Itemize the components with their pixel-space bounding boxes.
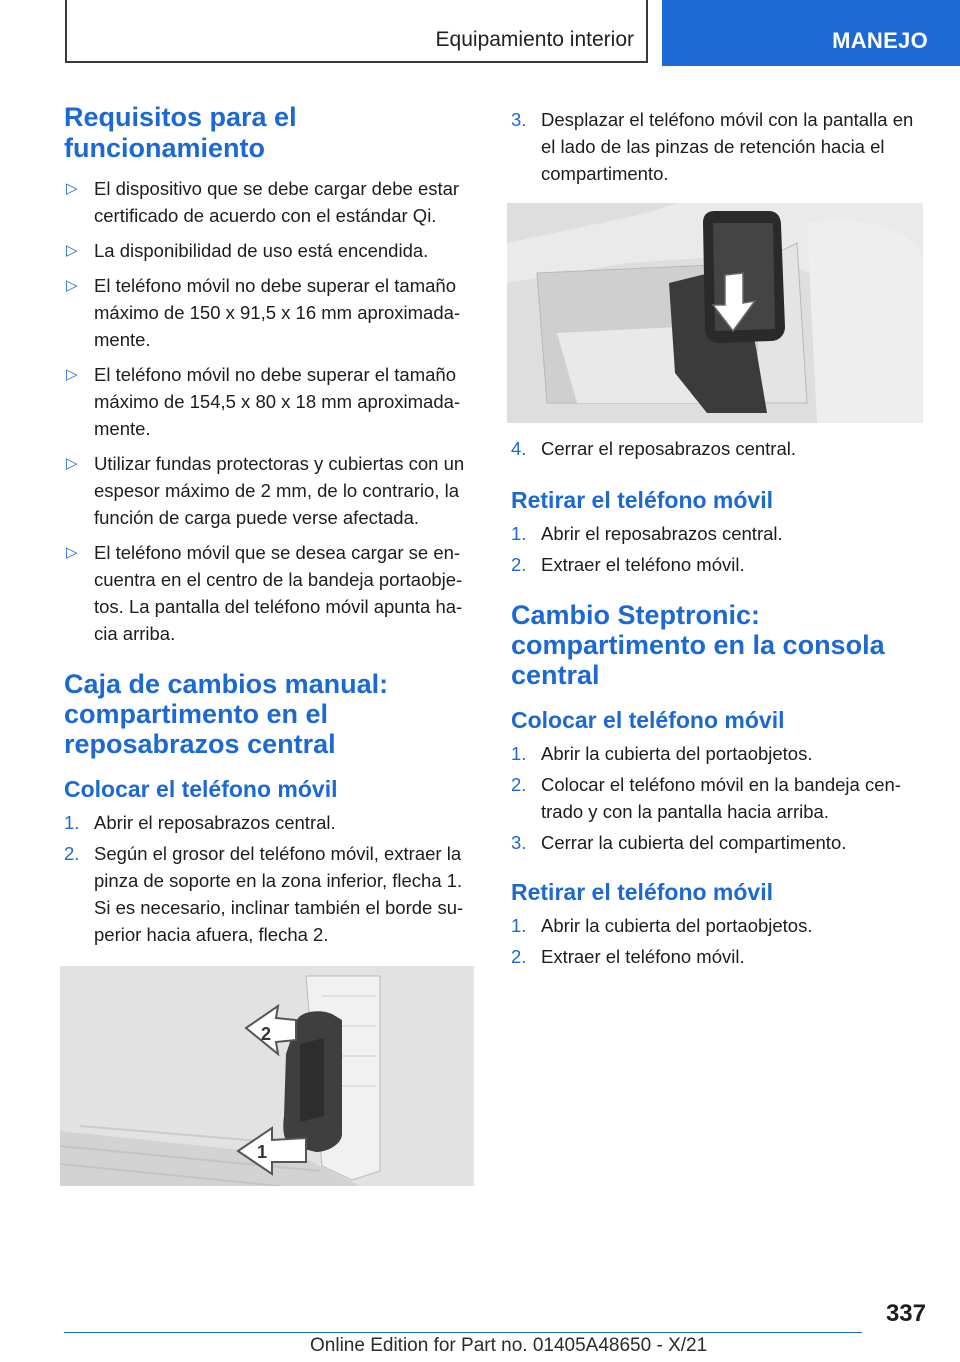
list-item: 1. Abrir la cubierta del portaobjetos.: [511, 912, 923, 939]
step-number: 3.: [511, 109, 527, 130]
place-phone-steps: [64, 809, 476, 948]
list-item: ▷ El teléfono móvil no debe superar el tamaño máximo de 150 x 91,5 x 16 mm aproximada-mente.: [64, 272, 476, 353]
requirements-heading: Requisitos para el funcionamiento: [64, 102, 297, 163]
step-number: 2.: [64, 843, 80, 864]
list-item: 3. Desplazar el teléfono móvil con la pantalla en el lado de las pinzas de retención hacia el compartimento.: [511, 106, 923, 187]
manual-gearbox-heading: Caja de cambios manual: compartimento en el reposabrazos central: [64, 669, 389, 759]
list-item: ▷ El dispositivo que se debe cargar debe estar certificado de acuerdo con el estándar Qi.: [64, 175, 476, 229]
edition-footer: Online Edition for Part no. 01405A48650 - X/21: [310, 1335, 708, 1356]
remove-phone-heading: Retirar el teléfono móvil: [511, 487, 774, 513]
list-item: 2. Colocar el teléfono móvil en la bandeja cen-trado y con la pantalla hacia arriba.: [511, 771, 923, 825]
remove-phone-steps: [511, 520, 923, 578]
place-phone-steps-2: [511, 740, 923, 856]
list-item: 2. Según el grosor del teléfono móvil, extraer la pinza de soporte en la zona inferior, flecha 1. Si es necesario, inclinar también el borde su-perior hacia afuera, flecha 2.: [64, 840, 476, 948]
page-number: 337: [885, 1300, 926, 1327]
place-phone-steps-continued: [511, 106, 923, 187]
arrow-1-label: 1: [257, 1142, 268, 1162]
place-phone-heading-2: Colocar el teléfono móvil: [511, 707, 785, 733]
right-column: [511, 106, 923, 970]
footer-divider: [64, 1332, 862, 1333]
list-item: 3. Cerrar la cubierta del compartimento.: [511, 829, 923, 856]
list-item: 1. Abrir la cubierta del portaobjetos.: [511, 740, 923, 767]
steptronic-heading: Cambio Steptronic: compartimento en la consola central: [511, 600, 885, 690]
arrow-2-label: 2: [261, 1024, 272, 1044]
list-item: 1. Abrir el reposabrazos central.: [64, 809, 476, 836]
step-number: 2.: [511, 554, 527, 575]
triangle-bullet-icon: ▷: [66, 544, 78, 561]
step-number: 1.: [511, 523, 527, 544]
triangle-bullet-icon: ▷: [66, 455, 78, 472]
step-number: 3.: [511, 832, 527, 853]
remove-phone-heading-2: Retirar el teléfono móvil: [511, 879, 774, 905]
close-armrest-step: [511, 435, 923, 462]
list-item: ▷ El teléfono móvil que se desea cargar se en-cuentra en el centro de la bandeja portaobje-tos. La pantalla del teléfono móvil apunta ha-cia arriba.: [64, 539, 476, 647]
triangle-bullet-icon: ▷: [66, 277, 78, 294]
step-number: 1.: [64, 812, 80, 833]
step-number: 4.: [511, 438, 527, 459]
triangle-bullet-icon: ▷: [66, 242, 78, 259]
list-item: 4. Cerrar el reposabrazos central.: [511, 435, 923, 462]
header-chapter-tab[interactable]: [662, 0, 960, 66]
list-item: 2. Extraer el teléfono móvil.: [511, 551, 923, 578]
step-number: 2.: [511, 946, 527, 967]
list-item: 2. Extraer el teléfono móvil.: [511, 943, 923, 970]
step-number: 1.: [511, 743, 527, 764]
step-number: 2.: [511, 774, 527, 795]
header-chapter-label: MANEJO: [832, 28, 928, 53]
remove-phone-steps-2: [511, 912, 923, 970]
list-item: ▷ Utilizar fundas protectoras y cubiertas con un espesor máximo de 2 mm, de lo contrario, la función de carga puede verse afectada.: [64, 450, 476, 531]
triangle-bullet-icon: ▷: [66, 180, 78, 197]
armrest-compartment-photo: [507, 203, 923, 423]
left-column: [64, 102, 476, 1186]
list-item: ▷ La disponibilidad de uso está encendida.: [64, 237, 476, 264]
armrest-clip-photo: [60, 966, 474, 1186]
header-frame: [65, 0, 648, 63]
triangle-bullet-icon: ▷: [66, 366, 78, 383]
requirements-list: [64, 175, 476, 647]
header-section-title: Equipamiento interior: [435, 28, 634, 51]
list-item: 1. Abrir el reposabrazos central.: [511, 520, 923, 547]
list-item: ▷ El teléfono móvil no debe superar el tamaño máximo de 154,5 x 80 x 18 mm aproximada-mente.: [64, 361, 476, 442]
step-number: 1.: [511, 915, 527, 936]
place-phone-heading: Colocar el teléfono móvil: [64, 776, 338, 802]
